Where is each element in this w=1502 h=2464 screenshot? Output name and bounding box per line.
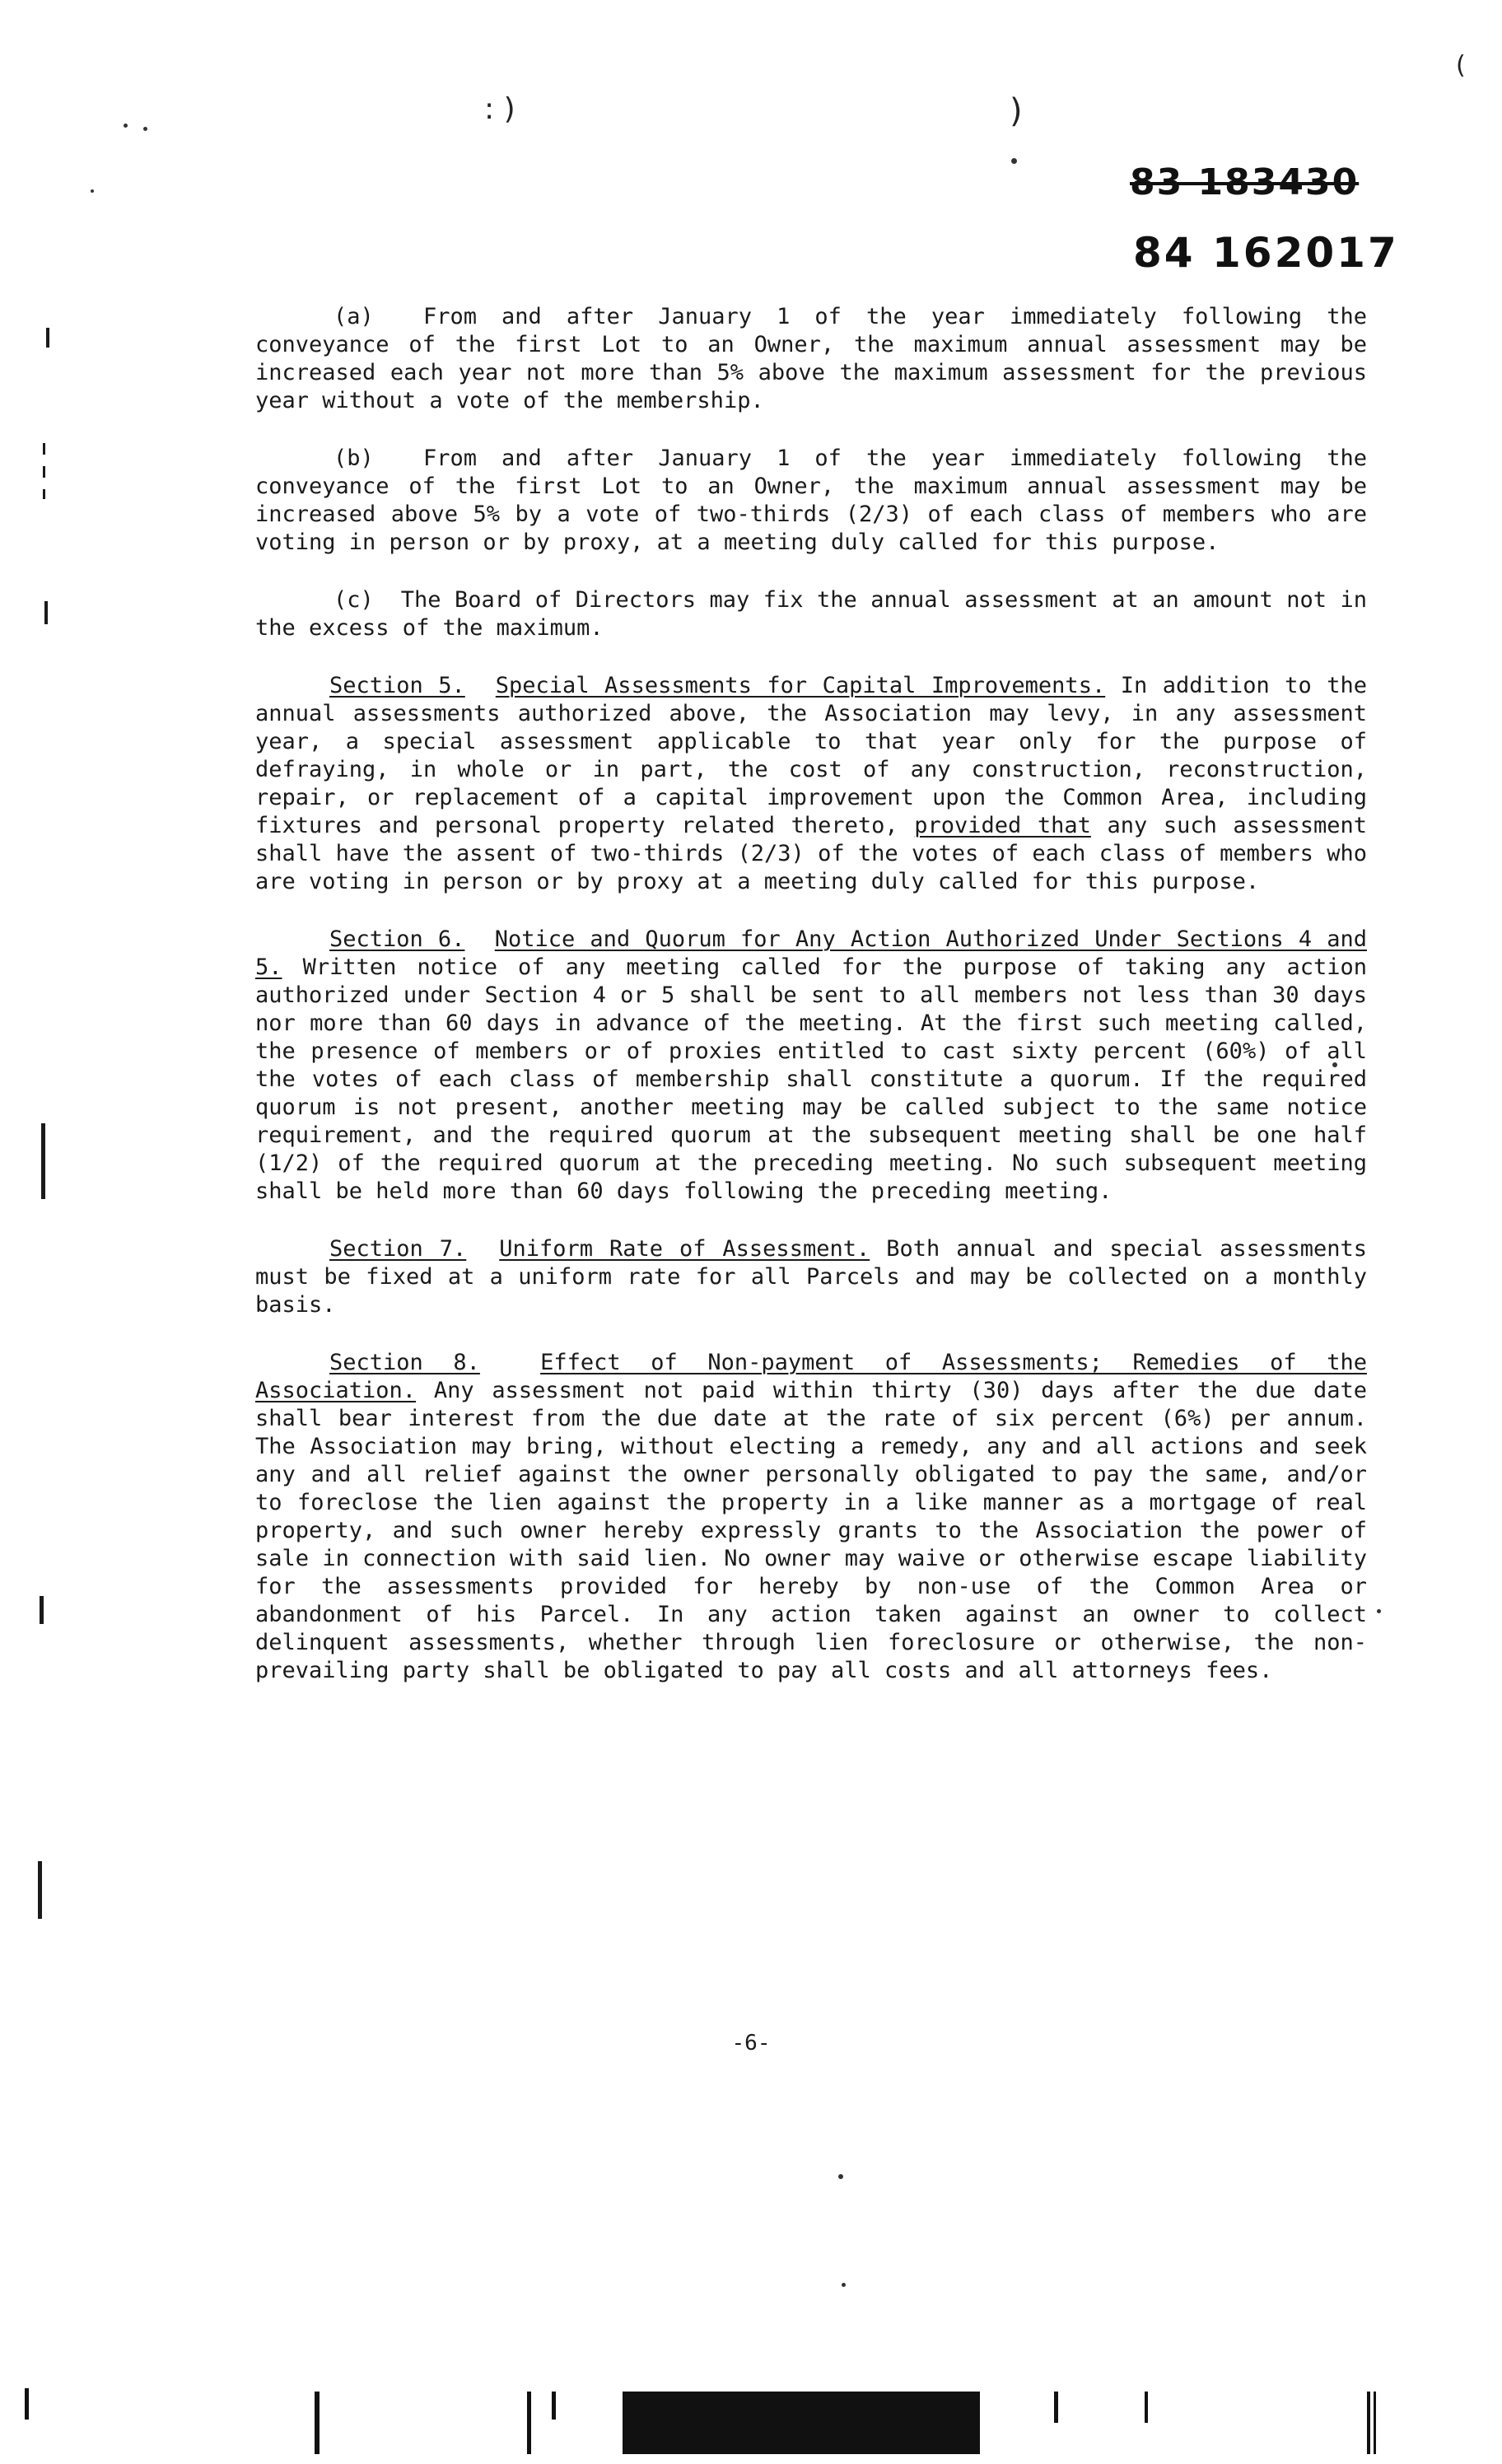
margin-mark xyxy=(38,1861,42,1919)
section-label: Section 6. xyxy=(329,926,465,952)
section-title: Special Assessments for Capital Improvements. xyxy=(495,673,1106,698)
paragraph-c xyxy=(255,586,1367,642)
margin-mark xyxy=(43,443,45,455)
paragraph-label: (c) xyxy=(334,587,374,613)
struck-document-number: 83 183430 xyxy=(1130,161,1360,203)
scan-speck xyxy=(838,2174,843,2179)
section-title: Notice and Quorum for Any Action Authorized Under Sections 4 and 5. xyxy=(255,926,1367,980)
document-number: 84 162017 xyxy=(1133,229,1399,277)
scan-bar xyxy=(1054,2392,1058,2423)
paragraph-label: (b) xyxy=(334,446,374,471)
section-title: Uniform Rate of Assessment. xyxy=(499,1236,870,1262)
section-label: Section 7. xyxy=(329,1236,467,1262)
section-5 xyxy=(255,672,1367,896)
scan-bar xyxy=(527,2392,531,2454)
margin-mark xyxy=(40,1596,44,1624)
paragraph-text: From and after January 1 of the year immediately following the conveyance of the first Lot to an Owner, the maximum annual assessment may be increased above 5% by a vote of two-thirds (2/3) of each class of members who are voting in person or by proxy, at a meeting duly called for this purpose. xyxy=(255,446,1367,555)
scan-bar xyxy=(1367,2392,1370,2454)
section-emphasis: provided that xyxy=(914,813,1091,838)
paragraph-a xyxy=(255,303,1367,415)
section-text: Any assessment not paid within thirty (30) days after the due date shall bear interest from the due date at the rate of six percent (6%) per annum. The Association may bring, without electing a remedy, any and all actions and seek any and all relief against the owner personally obligated to pay the same, and/or to foreclose the lien against the property in a like manner as a mortgage of real property, and such owner hereby expressly grants to the Association the power of sale in connection with said lien. No owner may waive or otherwise escape liability for the assessments provided for hereby by non-use of the Common Area or abandonment of his Parcel. In any action taken against an owner to collect delinquent assessments, whether through lien foreclosure or otherwise, the non-prevailing party shall be obligated to pay all costs and all attorneys fees. xyxy=(255,1378,1367,1683)
document-body xyxy=(255,303,1367,1715)
scan-speck xyxy=(124,124,128,128)
paragraph-b xyxy=(255,445,1367,557)
section-text: In addition to the annual assessments authorized above, the Association may levy, in any assessment year, a special assessment applicable to that year only for the purpose of defraying, in whole or in part, the cost of any construction, reconstruction, repair, or replacement of a capital improvement upon the Common Area, including fixtures and personal property related thereto, xyxy=(255,673,1367,838)
paragraph-text: From and after January 1 of the year immediately following the conveyance of the first Lot to an Owner, the maximum annual assessment may be increased each year not more than 5% above the maximum assessment for the previous year without a vote of the membership. xyxy=(255,304,1367,413)
scan-bar xyxy=(25,2388,29,2420)
section-text: Both annual and special assessments must be fixed at a uniform rate for all Parcels and may be collected on a monthly basis. xyxy=(255,1236,1367,1318)
scan-bar xyxy=(315,2392,320,2454)
header-bracket-right: ) xyxy=(1010,92,1023,130)
section-title: Effect of Non-payment of Assessments; Remedies of the Association. xyxy=(255,1350,1367,1403)
section-text: Written notice of any meeting called for the purpose of taking any action authorized under Section 4 or 5 shall be sent to all members not less than 30 days nor more than 60 days in advance of the meeting. At the first such meeting called, the presence of members or of proxies entitled to cast sixty percent (60%) of all the votes of each class of membership shall constitute a quorum. If the required quorum is not present, another meeting may be called subject to the same notice requirement, and the required quorum at the subsequent meeting shall be one half (1/2) of the required quorum at the preceding meeting. No such subsequent meeting shall be held more than 60 days following the preceding meeting. xyxy=(255,954,1367,1204)
section-8 xyxy=(255,1349,1367,1685)
corner-mark: ( xyxy=(1456,51,1466,80)
scan-bar xyxy=(552,2392,556,2420)
scan-speck xyxy=(91,189,94,193)
margin-mark xyxy=(41,1123,45,1199)
margin-mark xyxy=(44,601,48,624)
margin-mark xyxy=(43,489,45,499)
section-text: any such assessment shall have the assent of two-thirds (2/3) of the votes of each class of members who are voting in person or by proxy at a meeting duly called for this purpose. xyxy=(255,813,1367,894)
section-label: Section 5. xyxy=(329,673,465,698)
margin-mark xyxy=(43,466,45,478)
scan-speck xyxy=(1011,158,1017,164)
header-bracket-left: : ) xyxy=(484,92,515,126)
scan-speck xyxy=(1377,1609,1381,1613)
section-7 xyxy=(255,1235,1367,1319)
scan-bar xyxy=(1145,2392,1148,2423)
page-number: -6- xyxy=(731,2031,771,2056)
section-6 xyxy=(255,926,1367,1206)
paragraph-text: The Board of Directors may fix the annual assessment at an amount not in the excess of the maximum. xyxy=(255,587,1367,641)
margin-mark xyxy=(46,328,49,348)
scan-bar xyxy=(623,2392,980,2454)
paragraph-label: (a) xyxy=(334,304,374,329)
section-label: Section 8. xyxy=(329,1350,480,1375)
scan-bar xyxy=(1374,2392,1376,2454)
scan-speck xyxy=(842,2283,846,2287)
scan-speck xyxy=(143,127,147,131)
